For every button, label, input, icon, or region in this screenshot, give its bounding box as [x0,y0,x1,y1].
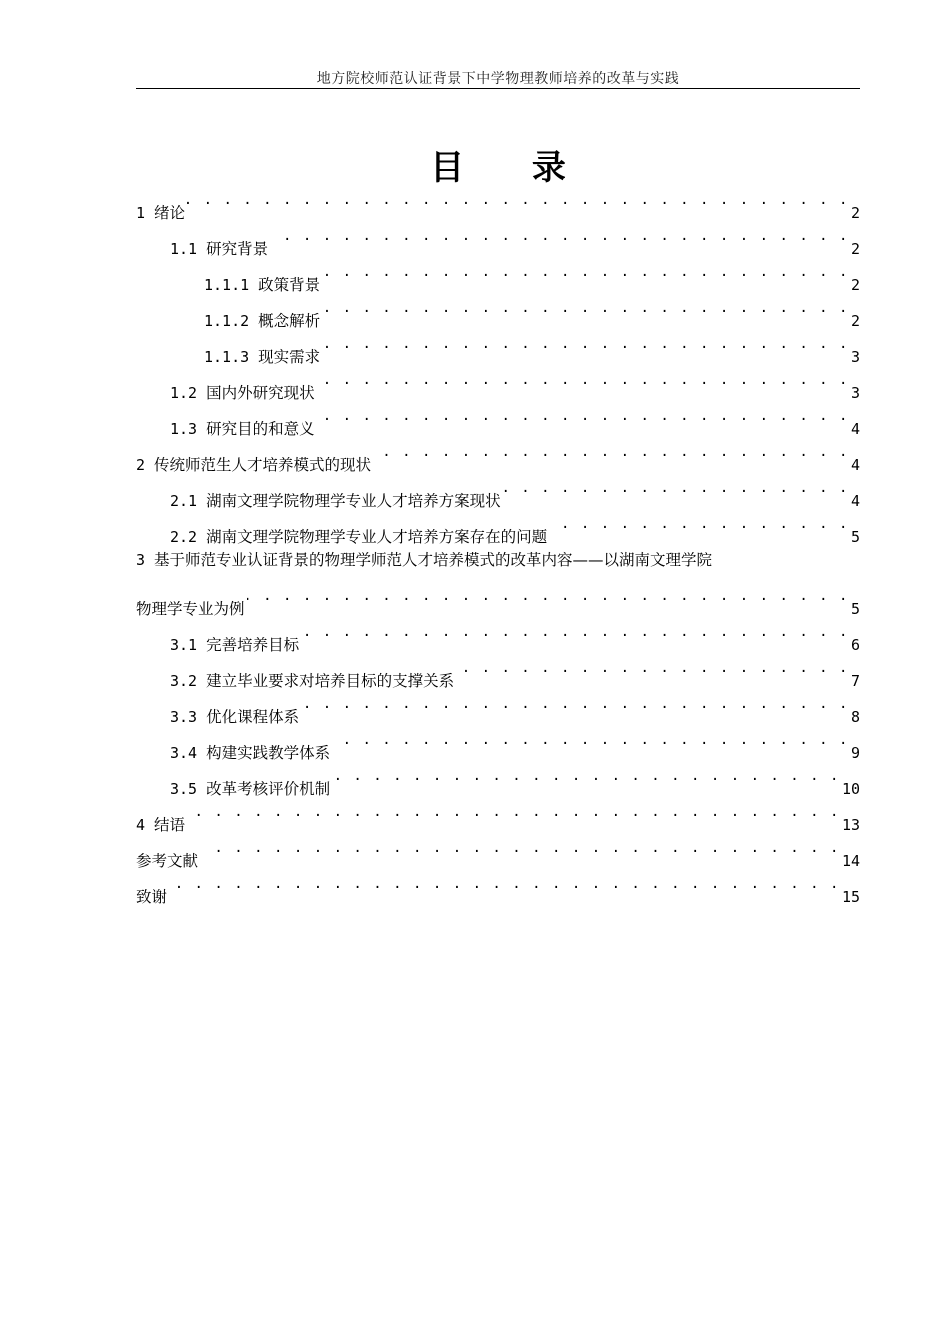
toc-entry-number: 3.2 [170,672,198,690]
dot-leader [322,254,849,290]
toc-entry-number: 3.3 [170,708,198,726]
dot-leader [332,722,849,758]
dot-leader [187,794,840,830]
toc-entry-label: 概念解析 [258,312,321,330]
toc-entry-label: 参考文献 [136,852,199,870]
dot-leader [270,218,849,254]
toc-entry-number: 1.3 [170,420,198,438]
toc-entry-label: 结语 [154,816,186,834]
toc-entry-label: 优化课程体系 [206,708,300,726]
toc-entry-label: 建立毕业要求对培养目标的支撑关系 [206,672,455,690]
toc-entry-label: 湖南文理学院物理学专业人才培养方案存在的问题 [206,528,548,546]
toc-entry-label: 湖南文理学院物理学专业人才培养方案现状 [206,492,501,510]
dot-leader [503,470,849,506]
toc-entry[interactable] [136,182,860,222]
toc-entry-number: 1 [136,204,146,222]
dot-leader [301,614,849,650]
toc-entry-number: 3.5 [170,780,198,798]
dot-leader [322,326,849,362]
toc-entry-page: 15 [841,888,860,906]
running-header: 地方院校师范认证背景下中学物理教师培养的改革与实践 [316,71,680,87]
toc-entry-page: 3 [850,348,860,366]
toc-entry-page: 10 [841,780,860,798]
dot-leader [301,686,849,722]
toc-entry-label: 绪论 [154,204,186,222]
toc-entry-wrapped-second-line[interactable] [136,578,860,618]
toc-entry[interactable] [136,830,860,870]
dot-leader [187,182,849,218]
toc-entry[interactable] [136,794,860,834]
toc-entry-label: 政策背景 [258,276,321,294]
dot-leader [549,506,849,542]
dot-leader [317,398,849,434]
toc-entry-page: 9 [850,744,860,762]
toc-entry-number: 3.1 [170,636,198,654]
toc-entry-number: 2.2 [170,528,198,546]
toc-entry-number: 3.4 [170,744,198,762]
toc-entry-page: 14 [841,852,860,870]
dot-leader [317,362,849,398]
toc-entry-page: 4 [850,420,860,438]
toc-entry-label: 构建实践教学体系 [206,744,331,762]
dot-leader [373,434,849,470]
toc-entry-page: 7 [850,672,860,690]
dot-leader [332,758,840,794]
toc-entry-page: 2 [850,276,860,294]
toc-entry-label: 改革考核评价机制 [206,780,331,798]
toc-entry-number: 1.2 [170,384,198,402]
toc-entry-page: 2 [850,240,860,258]
toc-entry-label: 基于师范专业认证背景的物理学师范人才培养模式的改革内容——以湖南文理学院 [154,551,713,569]
dot-leader [200,830,840,866]
toc-entry[interactable] [136,218,860,258]
toc-entry-number: 2.1 [170,492,198,510]
toc-entry-page: 6 [850,636,860,654]
toc-entry-label-continued: 物理学专业为例 [136,600,245,618]
table-of-contents [136,182,860,906]
toc-entry-number: 4 [136,816,146,834]
toc-entry[interactable] [136,614,860,654]
toc-entry-page: 2 [850,204,860,222]
toc-entry[interactable] [136,866,860,906]
dot-leader [322,290,849,326]
toc-entry-page: 5 [850,528,860,546]
dot-leader [247,578,849,614]
toc-entry-page: 2 [850,312,860,330]
header-rule [136,88,860,89]
toc-entry-number: 3 [136,551,146,569]
toc-title: 目 录 [430,148,594,188]
toc-entry-label: 研究背景 [206,240,269,258]
toc-entry-number: 1.1 [170,240,198,258]
dot-leader [169,866,840,902]
toc-entry-label: 研究目的和意义 [206,420,315,438]
toc-entry-page: 13 [841,816,860,834]
toc-entry-number: 1.1.1 [204,276,250,294]
toc-entry-page: 5 [850,600,860,618]
toc-entry-page: 8 [850,708,860,726]
toc-entry-label: 完善培养目标 [206,636,300,654]
dot-leader [456,650,849,686]
toc-entry-page: 4 [850,492,860,510]
toc-entry-number: 2 [136,456,146,474]
toc-entry-label: 国内外研究现状 [206,384,315,402]
toc-entry-page: 4 [850,456,860,474]
toc-entry-label: 传统师范生人才培养模式的现状 [154,456,372,474]
toc-entry-page: 3 [850,384,860,402]
toc-entry-wrapped-first-line[interactable] [136,542,860,578]
toc-entry-number: 1.1.2 [204,312,250,330]
toc-entry-label: 致谢 [136,888,168,906]
toc-entry-number: 1.1.3 [204,348,250,366]
toc-entry-label: 现实需求 [258,348,321,366]
